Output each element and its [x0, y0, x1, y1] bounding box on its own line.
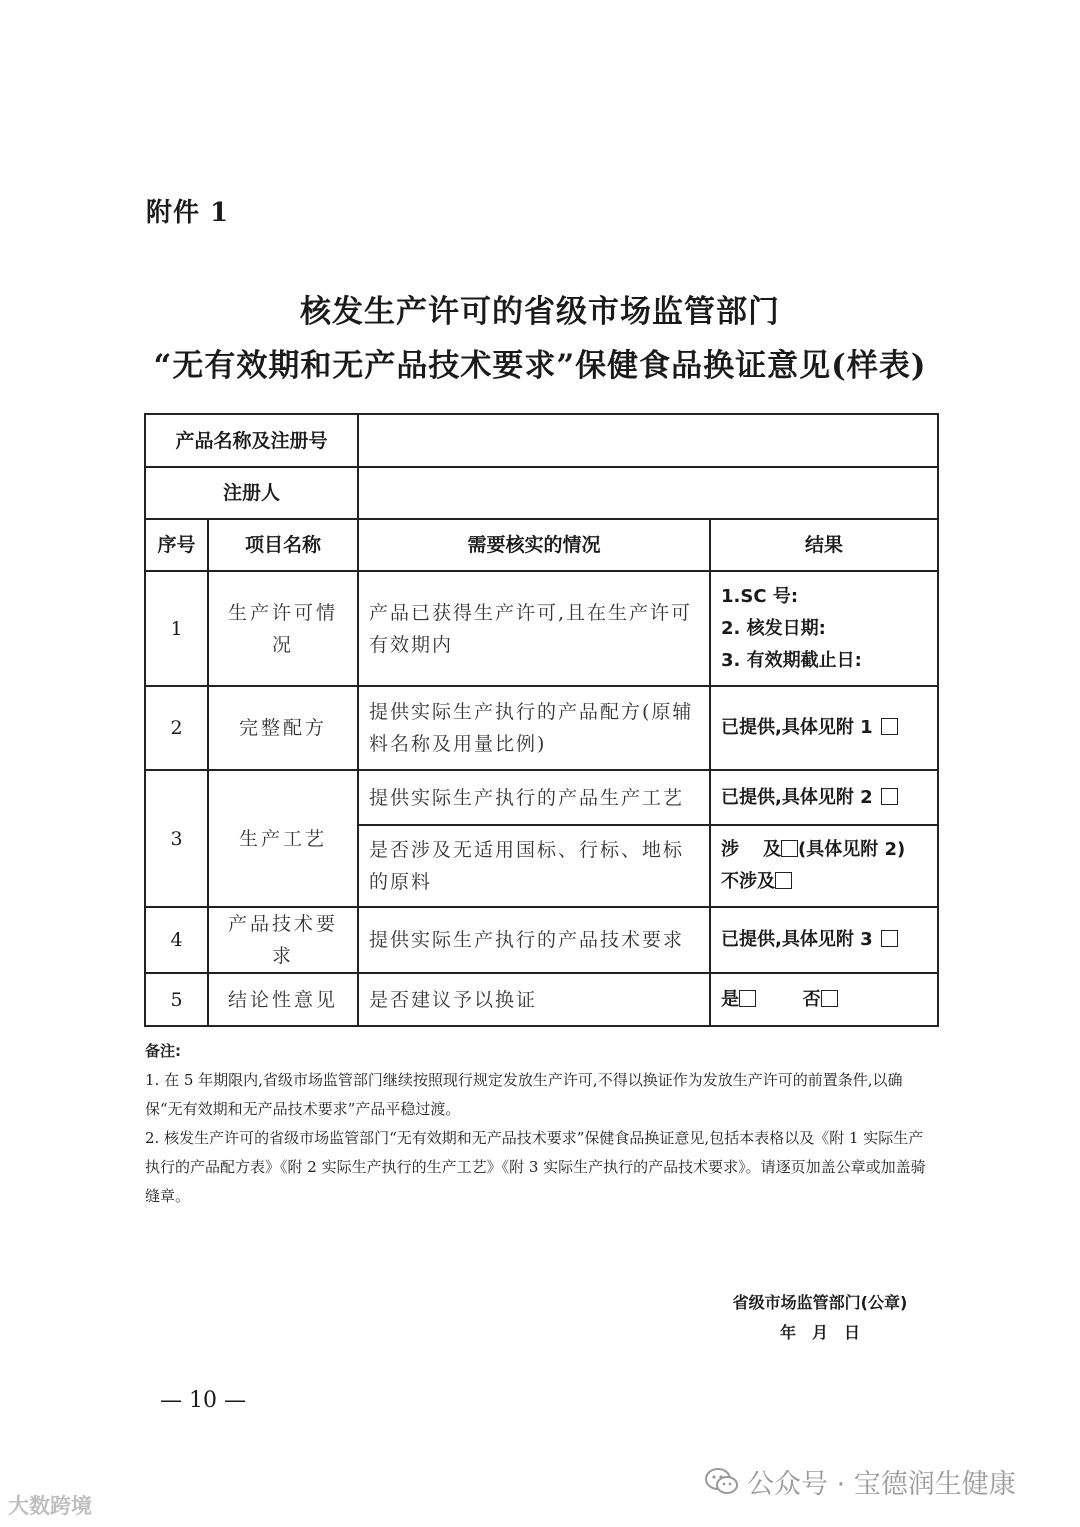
note-item: 1. 在 5 年期限内,省级市场监管部门继续按照现行规定发放生产许可,不得以换证作为发放生产许可的前置条件,以确保“无有效期和无产品技术要求”产品平稳过渡。	[145, 1071, 903, 1118]
result-text: 已提供,具体见附 1	[721, 717, 873, 738]
table-row	[145, 973, 938, 1026]
involved-label-b: 及	[763, 839, 782, 860]
notes-title: 备注:	[145, 1042, 181, 1060]
row-number: 2	[145, 686, 208, 770]
seal-date: 年 月 日	[779, 1323, 860, 1342]
row-item-name: 生产工艺	[208, 770, 358, 907]
document-title-line-1: 核发生产许可的省级市场监管部门	[300, 294, 780, 330]
row-result	[710, 770, 938, 825]
row-check-text: 是否建议予以换证	[358, 973, 710, 1026]
yes-label: 是	[721, 988, 740, 1010]
table-row	[145, 571, 938, 686]
checkbox[interactable]	[881, 788, 898, 805]
header-result: 结果	[710, 519, 938, 571]
involved-note: (具体见附 2)	[798, 839, 906, 860]
checkbox[interactable]	[881, 930, 898, 947]
row-result	[710, 907, 938, 973]
table-row	[145, 686, 938, 770]
not-involved-checkbox[interactable]	[775, 872, 792, 889]
row-result	[710, 686, 938, 770]
wechat-icon	[705, 1467, 747, 1497]
result-text: 已提供,具体见附 2	[721, 786, 873, 808]
product-name-field[interactable]	[358, 414, 938, 467]
row-check-text: 提供实际生产执行的产品生产工艺	[358, 770, 710, 825]
opinion-form-table	[144, 413, 939, 1027]
document-title-line-2: “无有效期和无产品技术要求”保健食品换证意见(样表)	[153, 348, 927, 384]
watermark-left: 大数跨境	[8, 1494, 92, 1518]
product-row	[145, 414, 938, 467]
page-number: — 10 —	[160, 1388, 246, 1413]
issue-date-line[interactable]: 2. 核发日期:	[721, 617, 826, 639]
checkbox[interactable]	[881, 718, 898, 735]
seal-block	[700, 1288, 940, 1348]
row-item-name: 结论性意见	[208, 973, 358, 1026]
row-result	[710, 571, 938, 686]
expiry-date-line[interactable]: 3. 有效期截止日:	[721, 649, 862, 671]
note-item: 2. 核发生产许可的省级市场监管部门“无有效期和无产品技术要求”保健食品换证意见,包括本表格以及《附 1 实际生产执行的产品配方表》《附 2 实际生产执行的生产工艺》《附 3 实际生产执行的产品技术要求》。请逐页加盖公章或加盖骑缝章。	[145, 1129, 926, 1205]
table-row	[145, 907, 938, 973]
seal-department: 省级市场监管部门(公章)	[732, 1293, 908, 1312]
row-result	[710, 973, 938, 1026]
watermark-right-text: 公众号 · 宝德润生健康	[747, 1469, 1016, 1500]
row-check-text: 是否涉及无适用国标、行标、地标的原料	[358, 825, 710, 907]
row-item-name: 产品技术要求	[208, 907, 358, 973]
involved-label-a: 涉	[721, 839, 740, 860]
registrant-label: 注册人	[145, 467, 358, 519]
header-check: 需要核实的情况	[358, 519, 710, 571]
row-item-name: 生产许可情况	[208, 571, 358, 686]
table-header-row	[145, 519, 938, 571]
header-item: 项目名称	[208, 519, 358, 571]
row-check-text: 提供实际生产执行的产品配方(原辅料名称及用量比例)	[358, 686, 710, 770]
sc-number-line[interactable]: 1.SC 号:	[721, 585, 799, 607]
yes-checkbox[interactable]	[739, 990, 756, 1007]
row-number: 1	[145, 571, 208, 686]
registrant-field[interactable]	[358, 467, 938, 519]
watermark-right	[705, 1462, 1016, 1501]
no-label: 否	[802, 988, 821, 1010]
header-no: 序号	[145, 519, 208, 571]
not-involved-label: 不涉及	[721, 871, 776, 892]
notes-section	[145, 1037, 938, 1211]
table-row	[145, 770, 938, 825]
row-number: 5	[145, 973, 208, 1026]
registrant-row	[145, 467, 938, 519]
no-checkbox[interactable]	[821, 990, 838, 1007]
row-number: 4	[145, 907, 208, 973]
row-check-text: 产品已获得生产许可,且在生产许可有效期内	[358, 571, 710, 686]
result-text: 已提供,具体见附 3	[721, 929, 873, 950]
row-number: 3	[145, 770, 208, 907]
row-item-name: 完整配方	[208, 686, 358, 770]
row-check-text: 提供实际生产执行的产品技术要求	[358, 907, 710, 973]
row-result	[710, 825, 938, 907]
attachment-label: 附件 1	[146, 198, 230, 228]
product-name-label: 产品名称及注册号	[145, 414, 358, 467]
involved-checkbox[interactable]	[781, 840, 798, 857]
